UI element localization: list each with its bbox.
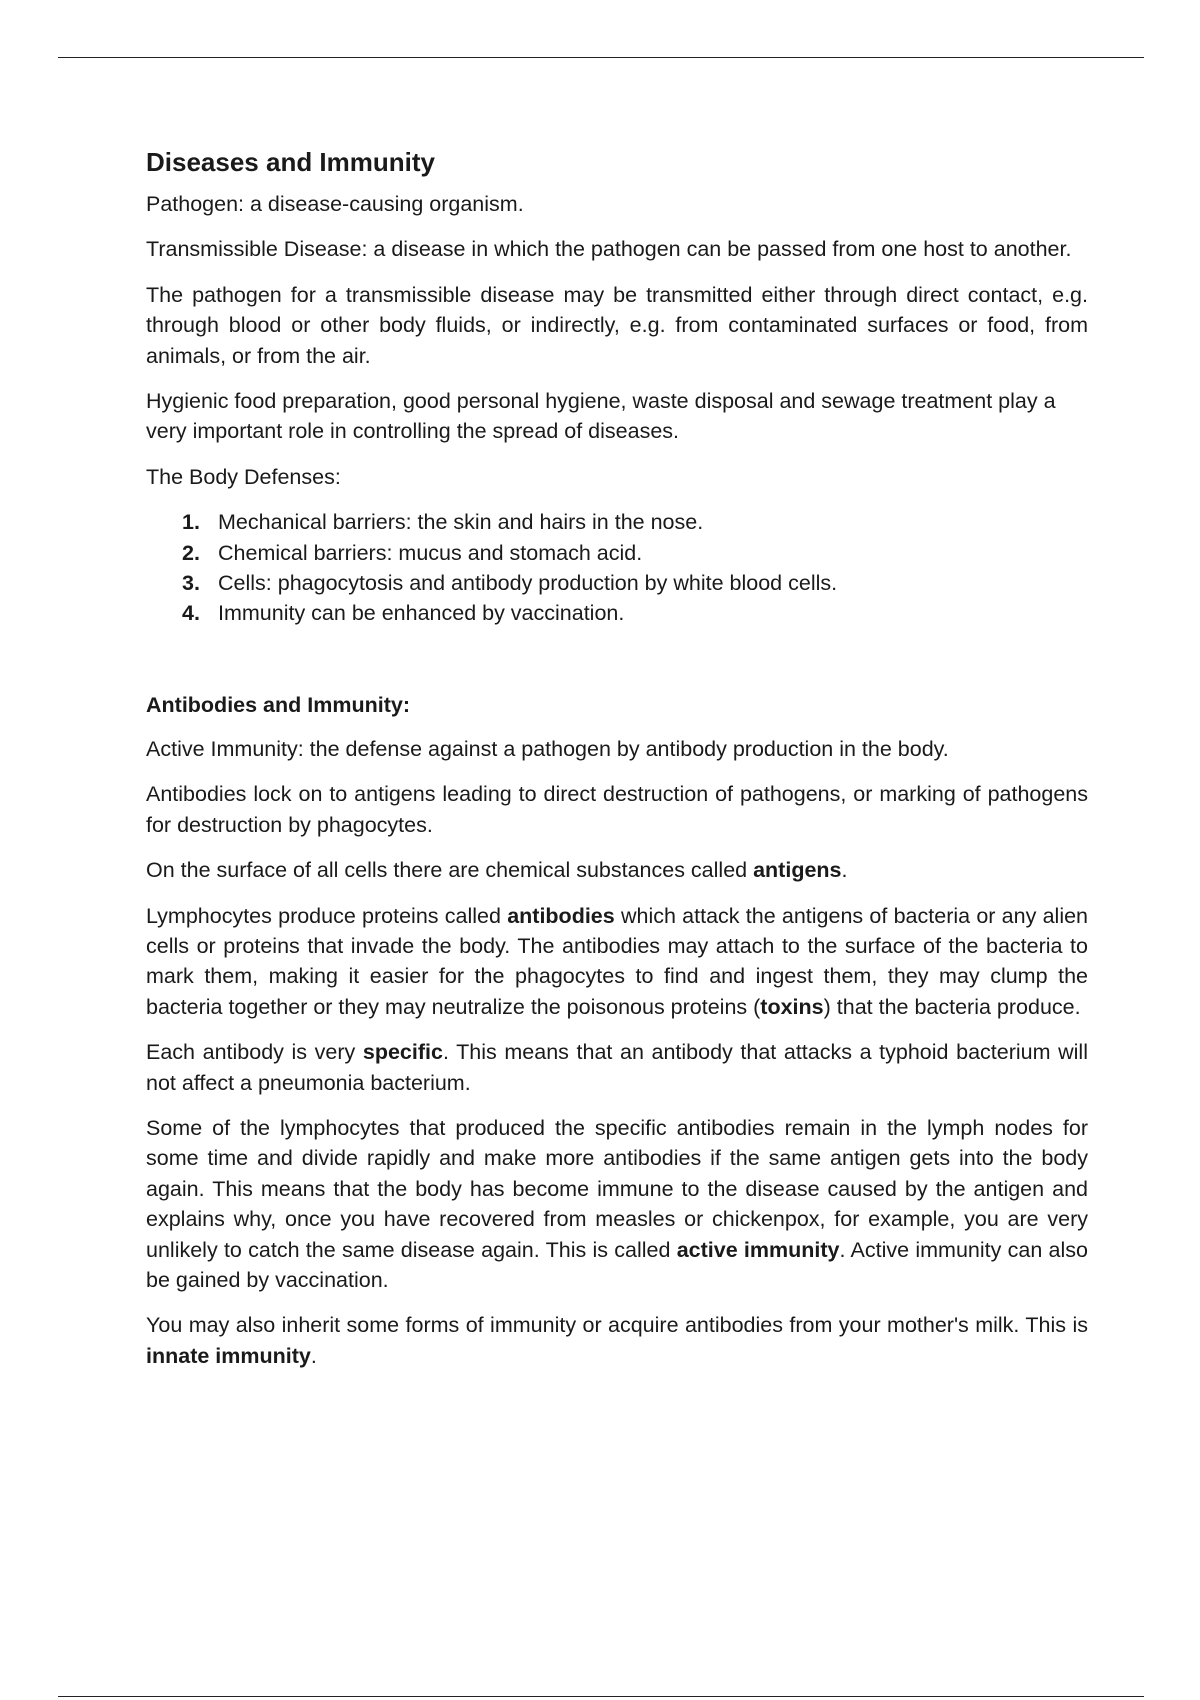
bold-term-specific: specific [362, 1040, 443, 1065]
bold-term-toxins: toxins [760, 994, 824, 1019]
list-item: 4. Immunity can be enhanced by vaccination. [182, 601, 625, 626]
bold-term-active-immunity: active immunity [676, 1237, 840, 1262]
lymphocytes-paragraph: Lymphocytes produce proteins called antibodies which attack the antigens of bacteria or any alien cells or proteins that invade the body. The antibodies may attach to the surface of the bacteria to mark them, making it easier for the phagocytes to find and ingest them, they may clump the bacteria together or they may neutralize the poisonous proteins (toxins) that the bacteria produce. [146, 903, 1089, 1019]
section-spacer [146, 629, 1088, 690]
body-defenses-list [146, 507, 1088, 629]
active-immunity-definition: Active Immunity: the defense against a pathogen by antibody production in the body. [146, 736, 949, 761]
document-body [146, 145, 1088, 1386]
specific-antibody-paragraph: Each antibody is very specific. This means that an antibody that attacks a typhoid bacterium will not affect a pneumonia bacterium. [146, 1040, 1088, 1095]
list-item: 1. Mechanical barriers: the skin and hairs in the nose. [182, 510, 704, 535]
hygiene-paragraph: Hygienic food preparation, good personal hygiene, waste disposal and sewage treatment play a very important role in controlling the spread of diseases. [146, 389, 1056, 444]
section-heading-antibodies: Antibodies and Immunity: [146, 692, 410, 717]
transmissible-disease-definition: Transmissible Disease: a disease in which the pathogen can be passed from one host to another. [146, 237, 1072, 262]
bold-term-antibodies: antibodies [507, 903, 615, 928]
footer-rule [58, 1696, 1144, 1697]
bold-term-innate-immunity: innate immunity [146, 1343, 311, 1368]
transmission-paragraph: The pathogen for a transmissible disease may be transmitted either through direct contact, e.g. through blood or other body fluids, or indirectly, e.g. from contaminated surfaces or food, from animals, or from the air. [146, 282, 1088, 368]
body-defenses-heading: The Body Defenses: [146, 464, 341, 489]
bold-term-antigens: antigens [753, 858, 842, 883]
page-title: Diseases and Immunity [146, 147, 435, 177]
pathogen-definition: Pathogen: a disease-causing organism. [146, 192, 524, 216]
innate-immunity-paragraph: You may also inherit some forms of immunity or acquire antibodies from your mother's milk. This is innate immunity. [146, 1313, 1088, 1368]
header-rule [58, 57, 1144, 58]
memory-lymphocytes-paragraph: Some of the lymphocytes that produced the specific antibodies remain in the lymph nodes for some time and divide rapidly and make more antibodies if the same antigen gets into the body again. This means that the body has become immune to the disease caused by the antigen and explains why, once you have recovered from measles or chickenpox, for example, you are very unlikely to catch the same disease again. This is called active immunity. Active immunity can also be gained by vaccination. [146, 1115, 1088, 1292]
antibodies-lock-paragraph: Antibodies lock on to antigens leading to direct destruction of pathogens, or marking of pathogens for destruction by phagocytes. [146, 782, 1088, 837]
list-item: 3. Cells: phagocytosis and antibody production by white blood cells. [182, 571, 838, 596]
list-item: 2. Chemical barriers: mucus and stomach acid. [182, 540, 643, 565]
antigens-paragraph: On the surface of all cells there are chemical substances called antigens. [146, 858, 848, 883]
